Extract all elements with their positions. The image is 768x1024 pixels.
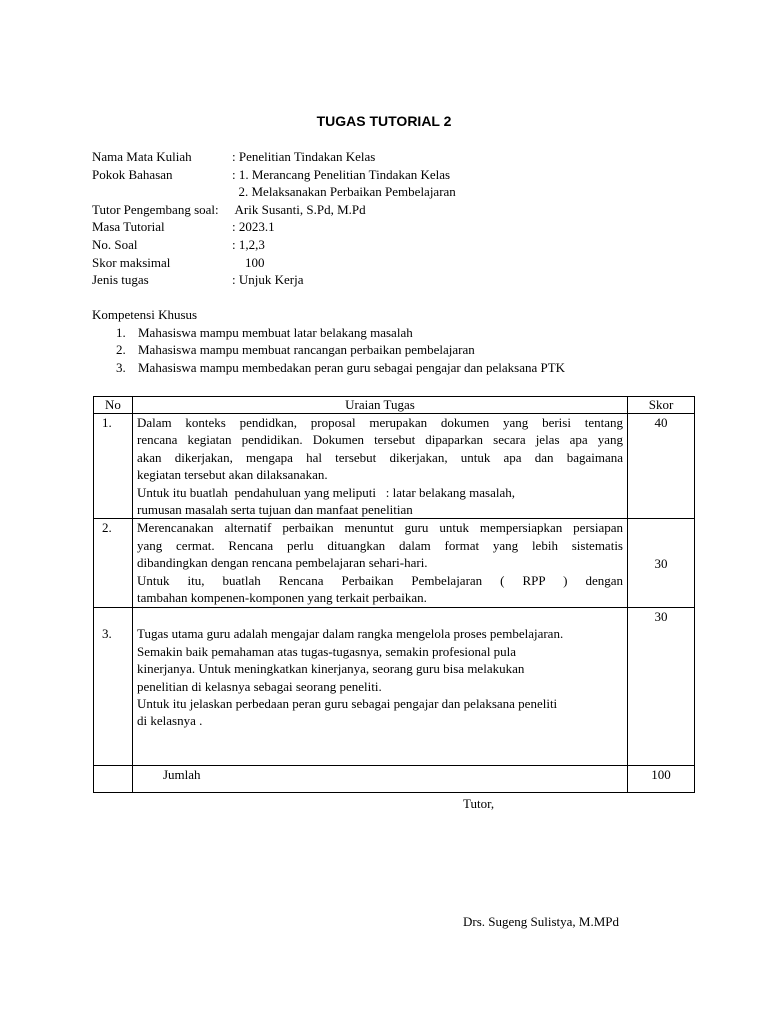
info-value: : 1. Merancang Penelitian Tindakan Kelas: [232, 166, 451, 182]
item-text: Mahasiswa mampu membuat latar belakang masalah: [138, 324, 413, 340]
row-score: 30: [628, 608, 695, 766]
info-label: Pokok Bahasan: [92, 166, 173, 182]
task-description: [133, 414, 628, 519]
task-line: Untuk itu jelaskan perbedaan peran guru sebagai pengajar dan pelaksana peneliti: [137, 696, 558, 712]
task-line: rumusan masalah serta tujuan dan manfaat penelitian: [137, 502, 413, 518]
task-line: tambahan kompenen-komponen yang terkait perbaikan.: [137, 590, 427, 606]
info-label: Tutor Pengembang soal:: [92, 201, 219, 217]
task-line: yang cermat. Rencana perlu dituangkan dalam format yang lebih sistematis: [137, 537, 623, 553]
kompetensi-heading: Kompetensi Khusus: [92, 307, 198, 322]
task-line: di kelasnya .: [137, 713, 203, 729]
info-label: Masa Tutorial: [92, 219, 165, 235]
document-title: TUGAS TUTORIAL 2: [316, 113, 452, 129]
info-value: Arik Susanti, S.Pd, M.Pd: [232, 201, 366, 217]
kompetensi-list: [92, 324, 565, 377]
task-line: akan dikerjakan, mengapa hal tersebut dikerjakan, untuk apa dan bagaimana: [137, 449, 623, 465]
task-description: [133, 608, 628, 766]
info-label: No. Soal: [92, 236, 138, 252]
info-value: : 1,2,3: [232, 236, 265, 252]
table-row: [94, 414, 695, 519]
info-label: Skor maksimal: [92, 254, 171, 270]
task-line: Merencanakan alternatif perbaikan menuntut guru untuk mempersiapkan persiapan: [137, 520, 623, 536]
total-row: [94, 766, 695, 793]
task-line: kegiatan tersebut akan dilaksanakan.: [137, 467, 328, 483]
list-item: [92, 324, 565, 342]
total-label: Jumlah: [133, 766, 628, 793]
info-value: : Penelitian Tindakan Kelas: [232, 149, 376, 164]
row-score: 40: [628, 414, 695, 519]
task-line: Semakin baik pemahaman atas tugas-tugasnya, semakin profesional pula: [137, 643, 517, 659]
info-value: : Unjuk Kerja: [232, 272, 304, 288]
item-number: 1.: [116, 324, 126, 340]
info-label: Jenis tugas: [92, 272, 149, 288]
row-number: 2.: [94, 519, 133, 608]
table-row: [94, 608, 695, 766]
signature-name: Drs. Sugeng Sulistya, M.MPd: [463, 914, 620, 929]
info-value: 100: [232, 254, 265, 270]
info-value: : 2023.1: [232, 219, 275, 235]
task-line: Untuk itu buatlah pendahuluan yang meliputi : latar belakang masalah,: [137, 484, 515, 500]
row-number: 1.: [94, 414, 133, 519]
task-line: dibandingkan dengan rencana pembelajaran sehari-hari.: [137, 555, 428, 571]
list-item: [92, 359, 565, 377]
task-line: Dalam konteks pendidkan, proposal merupakan dokumen yang berisi tentang: [137, 415, 623, 430]
item-number: 2.: [116, 342, 126, 358]
task-table: [93, 396, 695, 793]
row-number: 3.: [94, 608, 133, 766]
task-line: penelitian di kelasnya sebagai seorang peneliti.: [137, 678, 382, 694]
table-header-row: [94, 397, 695, 414]
item-text: Mahasiswa mampu membedakan peran guru sebagai pengajar dan pelaksana PTK: [138, 359, 566, 375]
header-skor: Skor: [628, 397, 695, 414]
task-line: Untuk itu, buatlah Rencana Perbaikan Pembelajaran ( RPP ) dengan: [137, 572, 623, 588]
list-item: [92, 341, 565, 359]
total-empty-cell: [94, 766, 133, 793]
item-text: Mahasiswa mampu membuat rancangan perbaikan pembelajaran: [138, 342, 475, 358]
tutor-label: Tutor,: [463, 796, 495, 811]
item-number: 3.: [116, 359, 126, 375]
header-no: No: [94, 397, 133, 414]
info-value: 2. Melaksanakan Perbaikan Pembelajaran: [232, 184, 456, 200]
row-score: 30: [628, 519, 695, 608]
task-description: [133, 519, 628, 608]
task-line: rencana kegiatan pendidikan. Dokumen tersebut dipaparkan secara jelas apa yang: [137, 432, 623, 448]
kompetensi-section: [92, 306, 565, 376]
task-line: Tugas utama guru adalah mengajar dalam rangka mengelola proses pembelajaran.: [137, 626, 564, 642]
table-row: [94, 519, 695, 608]
total-score: 100: [628, 766, 695, 793]
info-label: Nama Mata Kuliah: [92, 149, 192, 164]
header-uraian: Uraian Tugas: [133, 397, 628, 414]
task-line: kinerjanya. Untuk meningkatkan kinerjanya, seorang guru bisa melakukan: [137, 661, 525, 677]
